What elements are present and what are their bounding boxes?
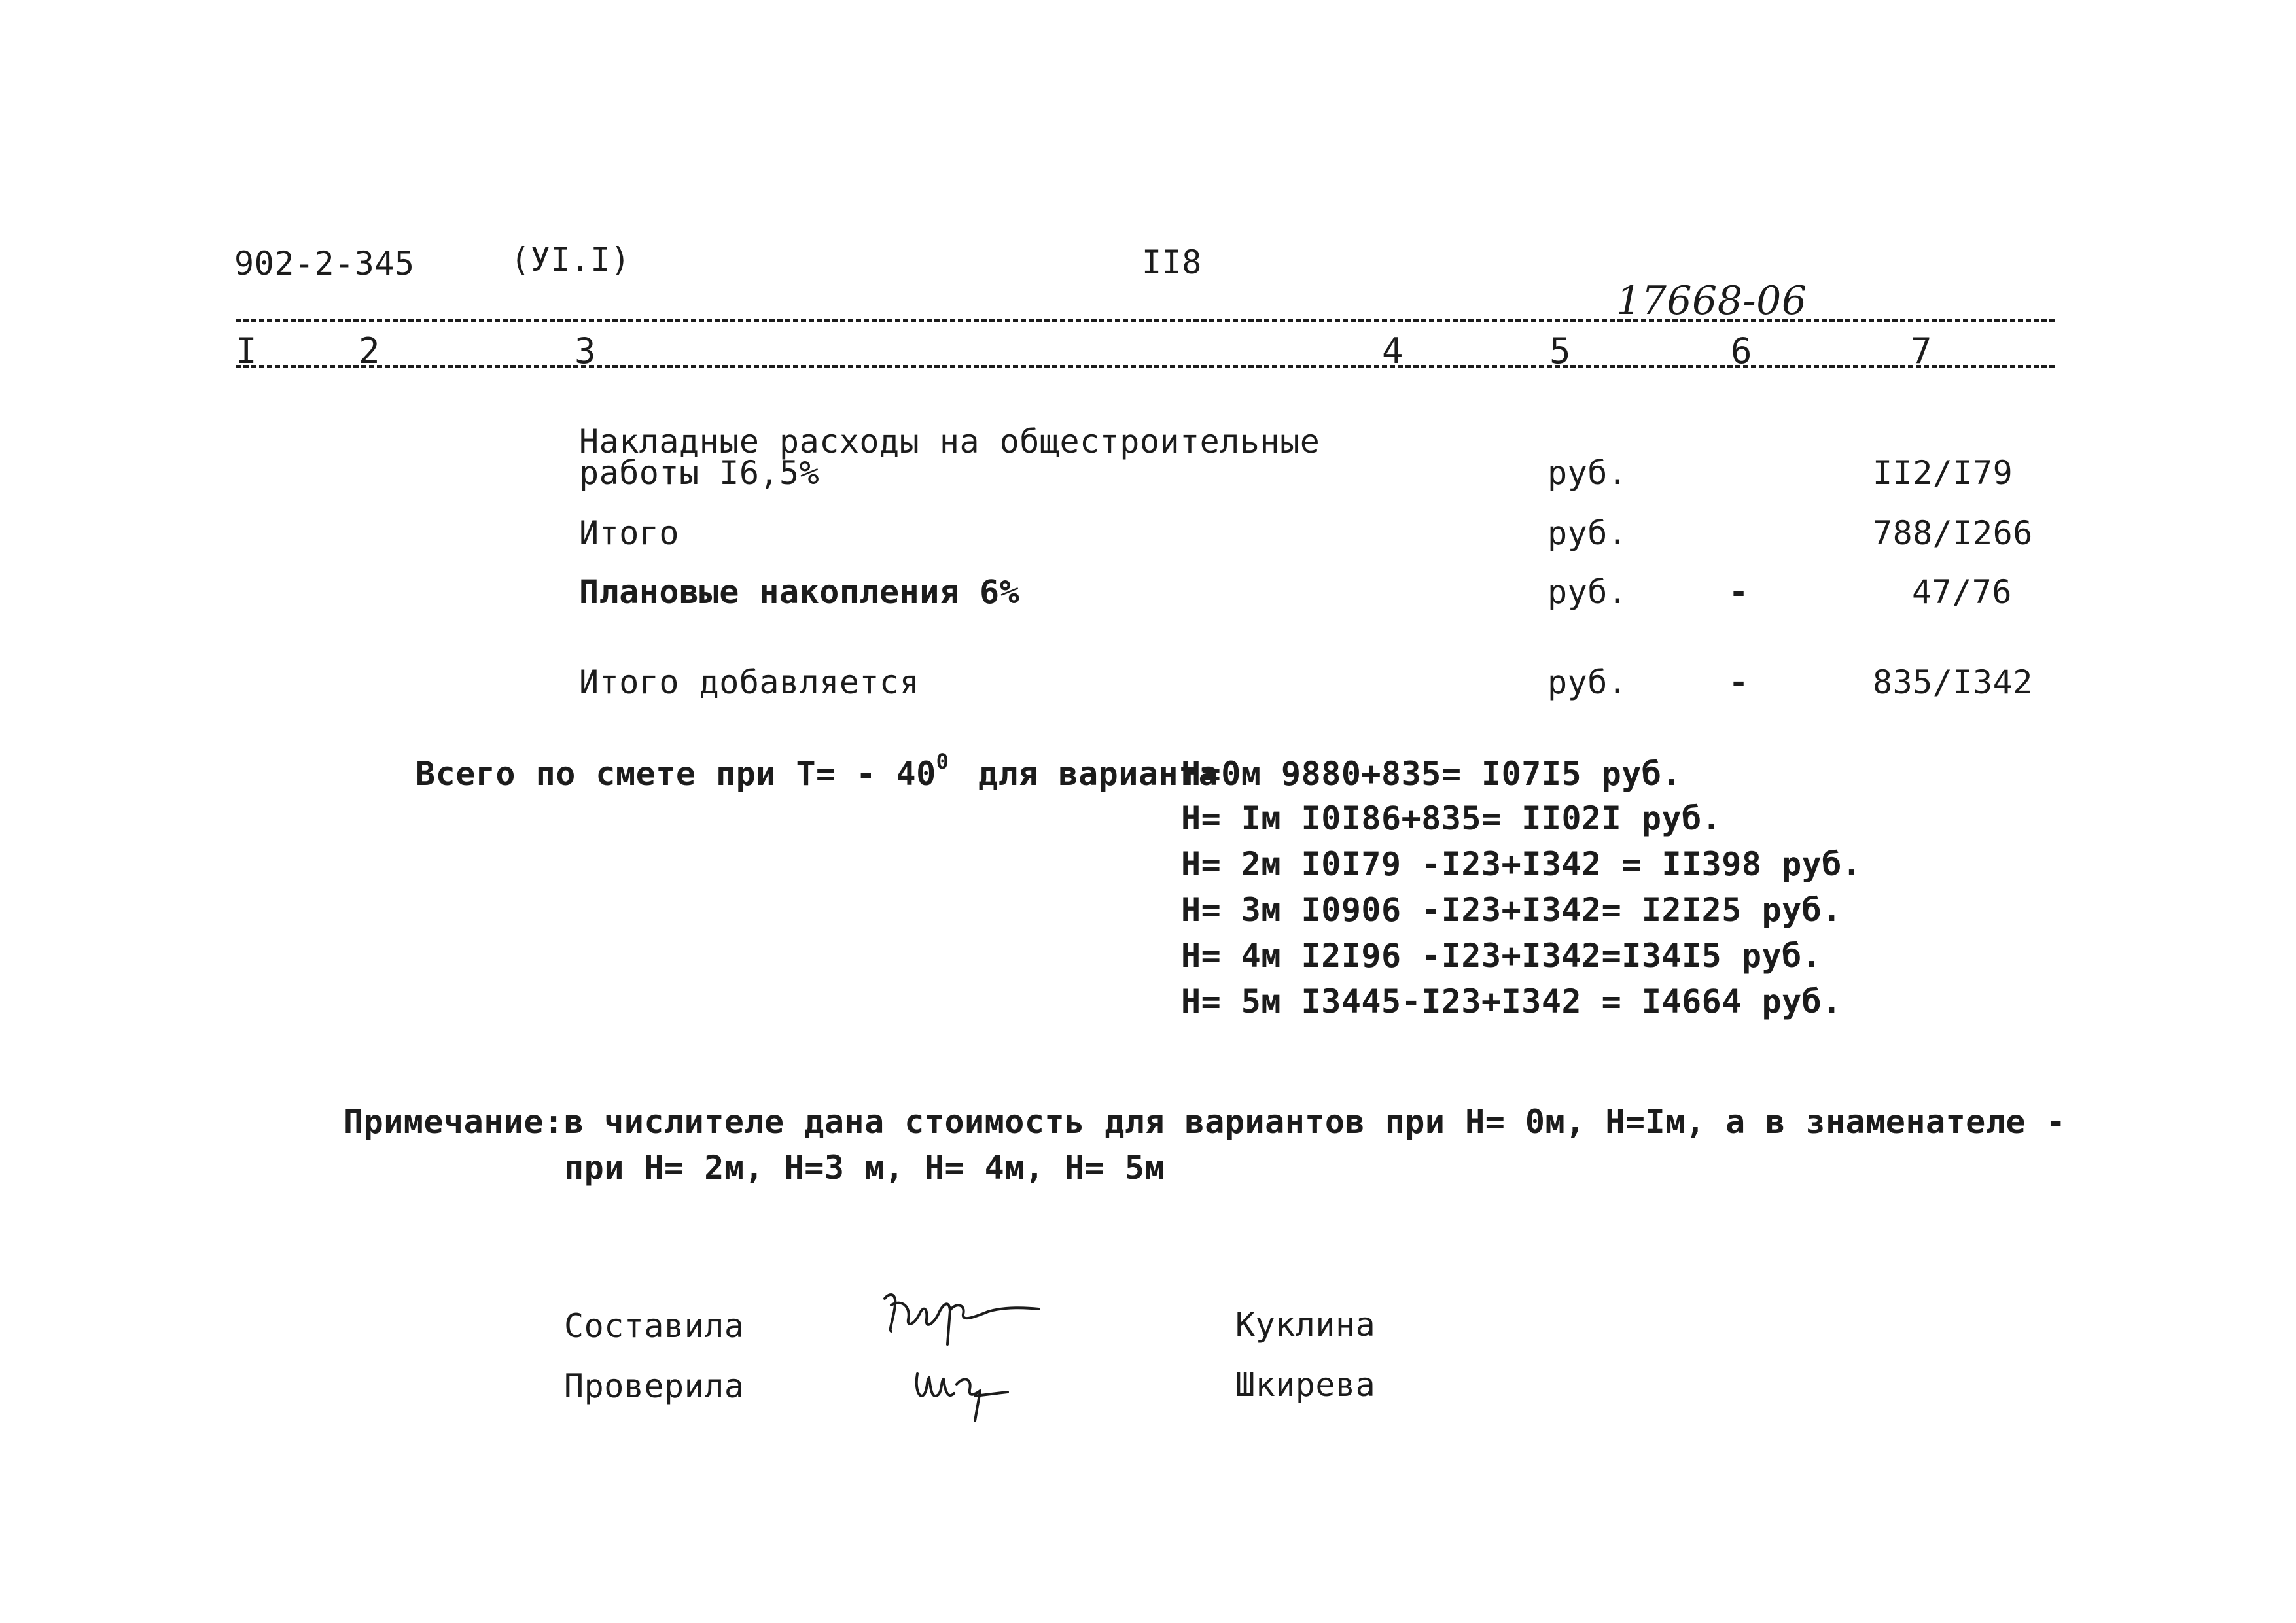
compiled-by-name: Куклина — [1235, 1306, 1376, 1344]
column-number-6: 6 — [1731, 330, 1753, 372]
row-added-total-value: 835/I342 — [1873, 663, 2033, 701]
row-overhead-description-cont: работы I6,5% — [579, 454, 820, 492]
row-subtotal-unit: руб. — [1547, 514, 1628, 552]
section-number: (УI.I) — [510, 241, 631, 279]
variant-line-h4: H= 4м I2I96 -I23+I342=I34I5 руб. — [1181, 937, 1822, 975]
header-rule-bottom — [236, 365, 2055, 368]
variant-line-h1: H= Iм I0I86+835= II02I руб. — [1181, 799, 1722, 837]
row-planned-savings-col6: - — [1729, 573, 1749, 611]
totals-lead — [415, 749, 1219, 793]
compiled-by-signature — [877, 1279, 1047, 1351]
header-rule-top — [236, 319, 2055, 322]
row-planned-savings-description: Плановые накопления 6% — [579, 573, 1020, 611]
degree-mark: 0 — [936, 749, 949, 774]
column-number-5: 5 — [1549, 330, 1572, 372]
row-subtotal-value: 788/I266 — [1873, 514, 2033, 552]
row-added-total-unit: руб. — [1547, 663, 1628, 701]
variant-line-h0: H=0м 9880+835= I07I5 руб. — [1181, 755, 1682, 793]
checked-by-signature — [910, 1348, 1027, 1426]
row-overhead-value: II2/I79 — [1873, 454, 2013, 492]
column-number-4: 4 — [1382, 330, 1404, 372]
note-line-2: при H= 2м, H=3 м, H= 4м, H= 5м — [564, 1149, 1165, 1187]
checked-by-name: Шкирева — [1235, 1366, 1376, 1404]
document-code: 902-2-345 — [234, 245, 415, 283]
note-line-1: в числителе дана стоимость для вариантов при H= 0м, H=Iм, а в знаменателе - — [564, 1103, 2066, 1141]
column-number-1: I — [236, 330, 258, 372]
row-subtotal-description: Итого — [579, 514, 680, 552]
note-label: Примечание: — [344, 1103, 564, 1141]
row-planned-savings-unit: руб. — [1547, 573, 1628, 611]
checked-by-label: Проверила — [564, 1367, 745, 1405]
variant-line-h3: H= 3м I0906 -I23+I342= I2I25 руб. — [1181, 891, 1842, 929]
row-overhead-unit: руб. — [1547, 454, 1628, 492]
row-overhead-description: Накладные расходы на общестроительные — [579, 423, 1320, 461]
column-number-2: 2 — [359, 330, 381, 372]
column-number-3: 3 — [574, 330, 597, 372]
compiled-by-label: Составила — [564, 1307, 745, 1345]
variant-line-h5: H= 5м I3445-I23+I342 = I4664 руб. — [1181, 983, 1842, 1021]
variant-label: для варианта — [978, 755, 1219, 793]
row-added-total-col6: - — [1729, 663, 1749, 701]
inventory-number: 17668-06 — [1616, 278, 1807, 324]
row-added-total-description: Итого добавляется — [579, 663, 920, 701]
row-planned-savings-value: 47/76 — [1912, 573, 2013, 611]
totals-lead-text: Всего по смете при Т= - 40 — [415, 755, 936, 793]
column-number-7: 7 — [1911, 330, 1933, 372]
page-number: II8 — [1142, 243, 1202, 281]
variant-line-h2: H= 2м I0I79 -I23+I342 = II398 руб. — [1181, 845, 1862, 883]
